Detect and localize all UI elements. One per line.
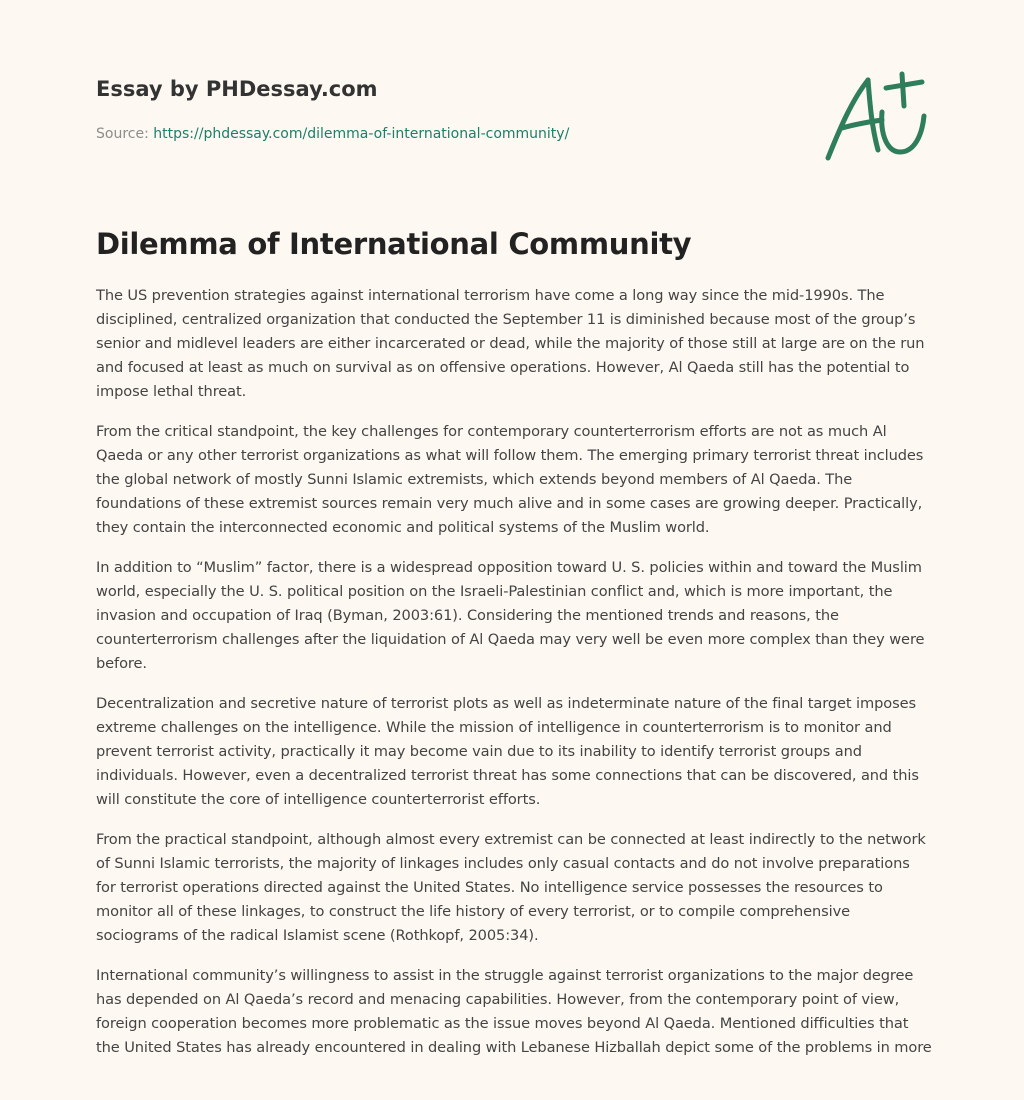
- a-plus-logo-icon: [822, 66, 932, 166]
- essay-paragraph: The US prevention strategies against international terrorism have come a long way since the mid-1990s. The disciplined, centralized organization that conducted the September 11 is diminished because most of the group’s senior and midlevel leaders are either incarcerated or dead, while the majority of those still at large are on the run and focused at least as much on survival as on offensive operations. However, Al Qaeda still has the potential to impose lethal threat.: [96, 287, 925, 400]
- essay-paragraph: In addition to “Muslim” factor, there is a widespread opposition toward U. S. policies within and toward the Muslim world, especially the U. S. political position on the Israeli-Palestinian conflict and, which is more important, the invasion and occupation of Iraq (Byman, 2003:61). Considering the mentioned trends and reasons, the counterterrorism challenges after the liquidation of Al Qaeda may very well be even more complex than they were before.: [96, 559, 925, 672]
- source-line: [96, 124, 569, 144]
- essay-title: Dilemma of International Community: [96, 227, 692, 261]
- essay-paragraph: International community’s willingness to assist in the struggle against terrorist organizations to the major degree has depended on Al Qaeda’s record and menacing capabilities. However, from the contemporary point of view, foreign cooperation becomes more problematic as the issue moves beyond Al Qaeda. Mentioned difficulties that the United States has already encountered in dealing with Lebanese Hizballah depict some of the problems in more: [96, 967, 932, 1056]
- a-plus-logo-graphic: [822, 66, 932, 166]
- essay-paragraph: From the practical standpoint, although almost every extremist can be connected at least indirectly to the network of Sunni Islamic terrorists, the majority of linkages includes only casual contacts and do not involve preparations for terrorist operations directed against the United States. No intelligence service possesses the resources to monitor all of these linkages, to construct the life history of every terrorist, or to compile comprehensive sociograms of the radical Islamist scene (Rothkopf, 2005:34).: [96, 831, 926, 944]
- essay-paragraph: From the critical standpoint, the key challenges for contemporary counterterrorism efforts are not as much Al Qaeda or any other terrorist organizations as what will follow them. The emerging primary terrorist threat includes the global network of mostly Sunni Islamic extremists, which extends beyond members of Al Qaeda. The foundations of these extremist sources remain very much alive and in some cases are growing deeper. Practically, they contain the interconnected economic and political systems of the Muslim world.: [96, 423, 924, 536]
- source-label: Source:: [96, 126, 149, 142]
- site-title: Essay by PHDessay.com: [96, 77, 378, 101]
- essay-paragraph: Decentralization and secretive nature of terrorist plots as well as indeterminate nature of the final target imposes extreme challenges on the intelligence. While the mission of intelligence in counterterrorism is to monitor and prevent terrorist activity, practically it may become vain due to its inability to identify terrorist groups and individuals. However, even a decentralized terrorist threat has some connections that can be discovered, and this will constitute the core of intelligence counterterrorist efforts.: [96, 695, 919, 808]
- page-header: [96, 74, 926, 142]
- source-link[interactable]: https://phdessay.com/dilemma-of-international-community/: [153, 126, 570, 142]
- essay-body: [96, 284, 932, 1076]
